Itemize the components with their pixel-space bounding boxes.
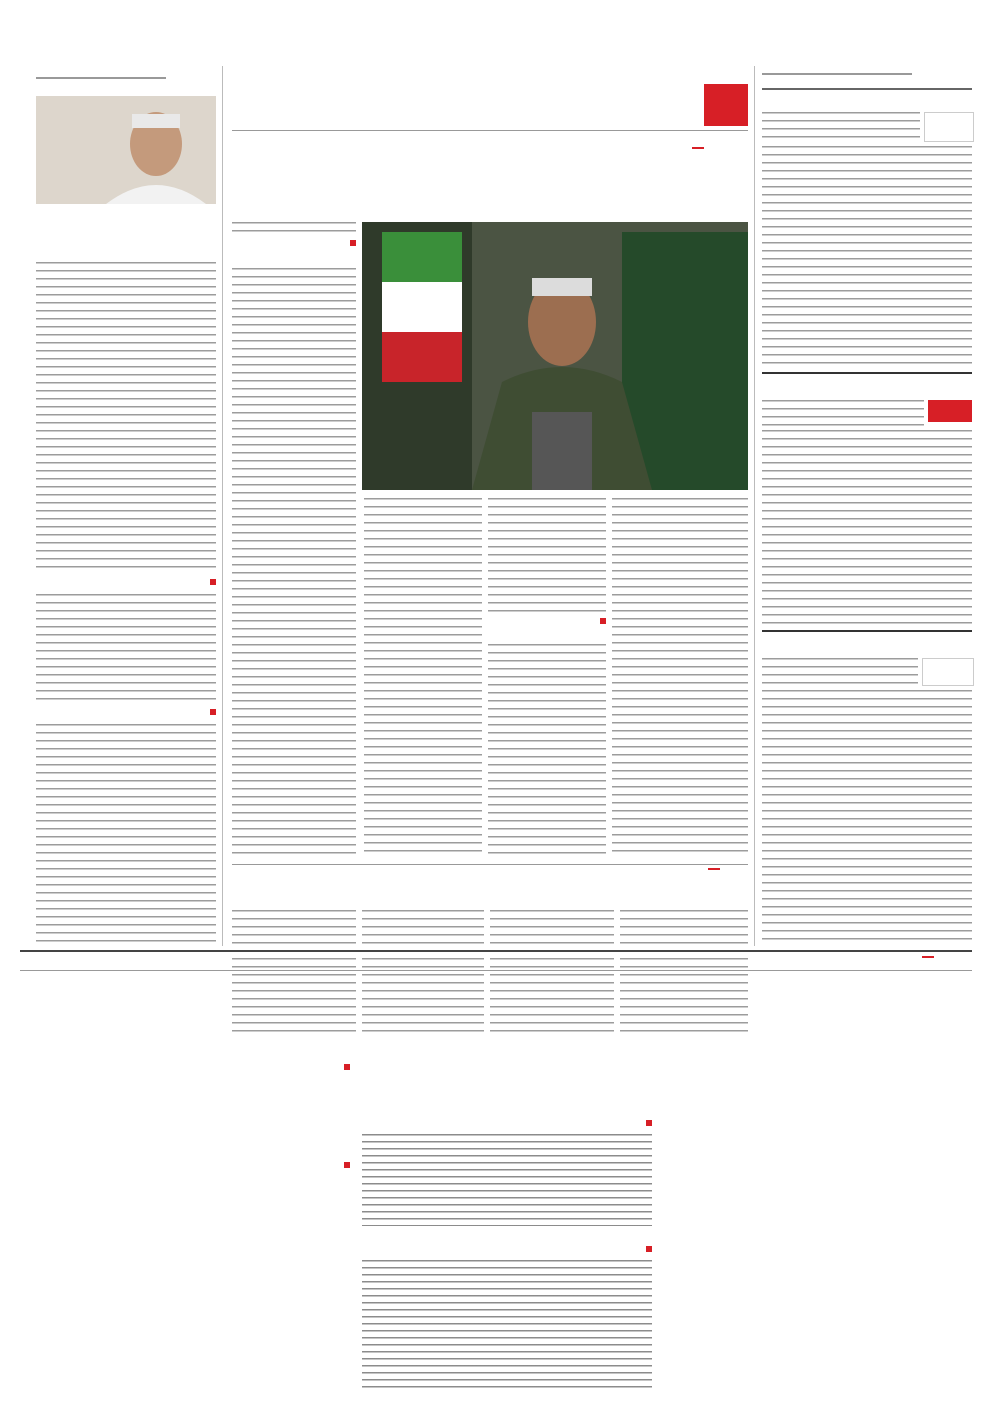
sobhe-no-logo <box>924 112 974 142</box>
body-text <box>762 690 972 944</box>
body-text <box>232 222 356 234</box>
story-tag <box>692 147 704 149</box>
right-section-header <box>762 66 972 82</box>
column-separator <box>754 66 755 946</box>
crossword-side-numbers <box>934 995 954 1387</box>
body-text <box>762 430 972 626</box>
crossword-svg <box>660 995 932 1387</box>
left-section-header <box>36 70 216 86</box>
body-text <box>364 498 482 858</box>
brand-logo <box>704 84 748 126</box>
portrait-illustration <box>36 96 216 204</box>
body-text <box>362 910 484 1038</box>
body-text <box>762 658 918 686</box>
left-subhead-1 <box>36 578 216 588</box>
across-clues <box>362 1134 652 1226</box>
body-text <box>36 594 216 704</box>
across-title <box>362 1118 652 1129</box>
divider <box>20 970 972 971</box>
columnist-photo <box>36 96 216 204</box>
portrait-illustration <box>362 222 748 490</box>
body-text <box>762 112 920 142</box>
divider <box>762 630 972 632</box>
body-text <box>488 498 606 612</box>
crossword-grid <box>660 995 932 1391</box>
story-photo <box>362 222 748 490</box>
body-text <box>488 644 606 858</box>
divider <box>20 950 972 952</box>
divider <box>762 88 972 90</box>
divider <box>232 130 748 131</box>
column-separator <box>222 66 223 946</box>
down-title <box>362 1244 652 1255</box>
body-text <box>36 262 216 572</box>
body-text <box>232 268 356 858</box>
body-text <box>232 910 356 1038</box>
down-clues <box>362 1260 652 1390</box>
story-subhead-2 <box>488 616 606 628</box>
body-text <box>36 724 216 944</box>
puzzle-tag <box>922 956 934 958</box>
masthead <box>232 84 748 126</box>
note-tag <box>708 868 720 870</box>
body-text <box>762 146 972 368</box>
jam-e-jam-logo <box>928 400 972 422</box>
divider <box>762 372 972 374</box>
left-subhead-2 <box>36 708 216 718</box>
divider <box>232 864 748 865</box>
answer-title <box>230 1160 350 1171</box>
story-subhead-1 <box>232 238 356 251</box>
crossword-top-numbers <box>660 975 956 993</box>
kayhan-logo <box>922 658 974 686</box>
answer-grid <box>220 1208 360 1392</box>
body-text <box>612 498 748 858</box>
body-text <box>490 910 614 1038</box>
body-text <box>762 400 924 426</box>
answer-grid-svg <box>220 1208 360 1388</box>
sudoku-title <box>230 1062 350 1073</box>
